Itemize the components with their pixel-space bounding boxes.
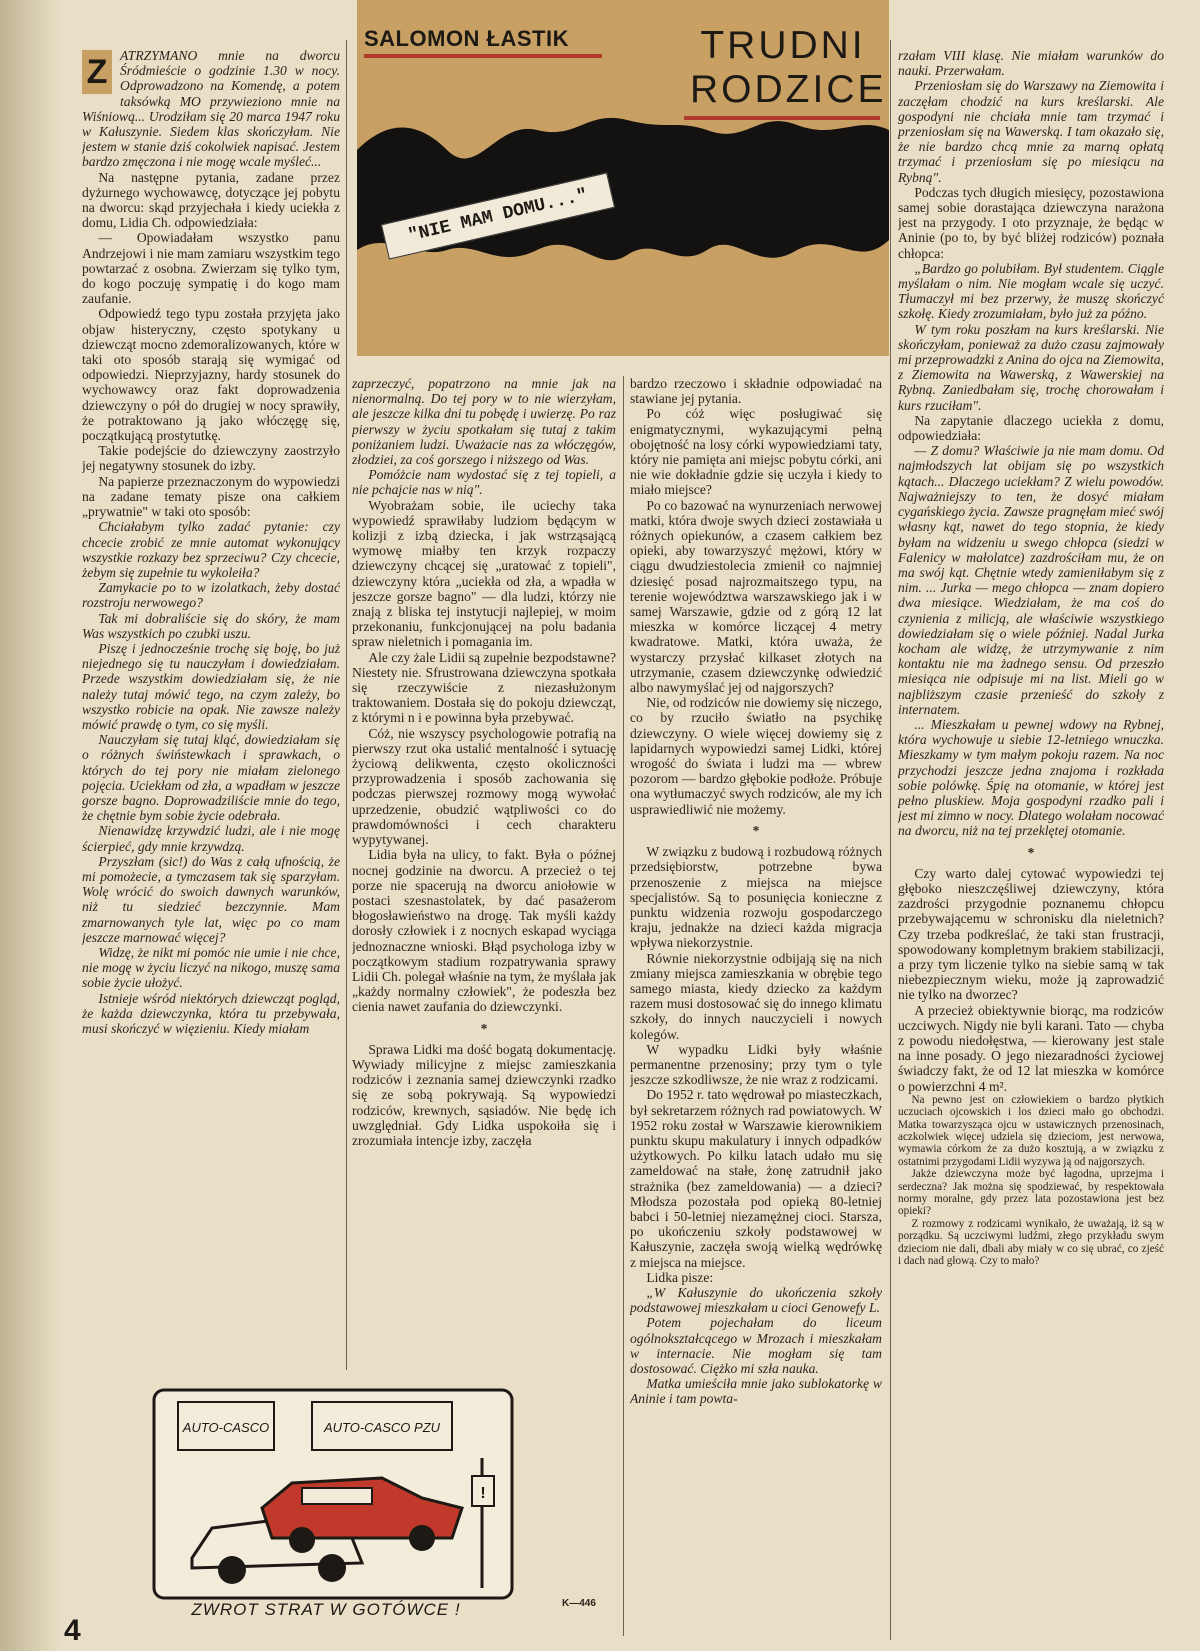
column-rule bbox=[890, 40, 891, 1640]
quote-paragraph: Matka umieściła mnie jako sublokatorkę w Aninie i tam powta- bbox=[630, 1376, 882, 1407]
paragraph: Cóż, nie wszyscy psychologowie potrafią na pierwszy rzut oka ustalić mentalność i sytuację życiową delikwenta, często okoliczności przyprowadzenia i sposób zachowania się podczas pierwszej rozmowy mogą wywołać uprzedzenie, obudzić wątpliwości co do prawdomówności i cech charakteru wypytywanej. bbox=[352, 725, 616, 848]
drop-cap: Z bbox=[82, 50, 112, 94]
paragraph: Wyobrażam sobie, ile uciechy taka wypowiedź sprawiłaby ludziom będącym w kolizji z izbą dziecka, i jak wstrząsającą wymowę miałby ten krzyk rozpaczy dziewczyny chcącej się „uratować z topieli", dziewczyny która „uciekła od zła, a wpadła w jeszcze gorsze bagno" — dla ludzi, którzy nie znają z bliska tej instytucji najlepiej, w moim przekonaniu, funkcjonującej na polu badania spraw nieletnich i pomagania im. bbox=[352, 497, 616, 650]
column-rule bbox=[623, 376, 624, 1636]
paragraph: Odpowiedź tego typu została przyjęta jako objaw histeryczny, często spotykany u dziewcząt mocno zdemoralizowanych, które w taki oto sposób starają się wymigać od odpowiedzi. Nieprzyjazny, hardy stosunek do wychowawcy oraz fakt doprowadzenia dziewczyny o pół do drugiej w nocy sprawiły, że potraktowano ją jako włóczęgę się, początkującą prostytutkę. bbox=[82, 306, 340, 444]
small-paragraph: Z rozmowy z rodzicami wynikało, że uważają, iż są w porządku. Są uczciwymi ludźmi, złego przykładu swym dzieciom nie dali, dbali aby miały w co się ubrać, co zjeść i dach nad głową. Czy to mało? bbox=[898, 1217, 1164, 1268]
quote-paragraph: Nienawidzę krzywdzić ludzi, ale i nie mogę ścierpieć, gdy mnie krzywdzą. bbox=[82, 823, 340, 854]
quote-paragraph: „W Kałuszynie do ukończenia szkoły podstawowej mieszkałam u cioci Genowefy L. bbox=[630, 1284, 882, 1316]
quote-paragraph: Pomóżcie nam wydostać się z tej topieli, a nie pchajcie nas w nią". bbox=[352, 467, 616, 498]
author-name: SALOMON ŁASTIK bbox=[364, 26, 569, 51]
road-sign-mark: ! bbox=[480, 1485, 486, 1502]
quote-paragraph: zaprzeczyć, popatrzono na mnie jak na nienormalną. Do tej pory w to nie wierzyłam, ale jeszcze kilka dni tu pobędę i uwierzę. Po raz pierwszy w życiu spotkałam się tutaj z takim poniżaniem ludzi. Uważacie nas za włóczęgów, złodziei, za coś gorszego i niższego od Was. bbox=[352, 376, 616, 468]
paragraph: Na następne pytania, zadane przez dyżurnego wychowawcę, dotyczące jej pobytu na dworcu: skąd przyjechała i kiedy uciekła z domu, Lidia Ch. odpowiedziała: bbox=[82, 169, 340, 231]
quote-paragraph: Chciałabym tylko zadać pytanie: czy chcecie zrobić ze mnie automat wykonujący wszystkie rozkazy bez sprzeciwu? Czy chcecie, żebym się zupełnie tu wykoleiła? bbox=[82, 519, 340, 580]
sign-left-text: AUTO-CASCO bbox=[182, 1420, 270, 1435]
paragraph: Po cóż więc posługiwać się enigmatycznymi, wykazującymi pełną obojętność na losy córki wypowiedziami taty, który nie pamięta ani miejsc pobytu córki, ani nie wie dokładnie gdzie się uczyła i kiedy to miało miejsce? bbox=[630, 406, 882, 498]
small-paragraph: Na pewno jest on człowiekiem o bardzo płytkich uczuciach ojcowskich i los dzieci mało go obchodzi. Matka towarzysząca ojcu w ustawicznych przenosinach, aczkolwiek więcej udziela się dzieciom, jest nerwowa, wymawia córkom że za dużo kosztują, a w związku z ostatnimi przygodami Lidii wyzywa ją od najgorszych. bbox=[898, 1093, 1164, 1168]
quote-paragraph: rzałam VIII klasę. Nie miałam warunków do nauki. Przerwałam. bbox=[898, 48, 1164, 79]
quote-paragraph: W tym roku poszłam na kurs kreślarski. Nie skończyłam, ponieważ za dużo czasu zajmowały mi przeprowadzki z Anina do ojca na Ziemowita, z Ziemowita na Wawerską, z Wawerskiej na Rybną. Zaniedbałam się, trochę chorowałam i kurs rzuciłam". bbox=[898, 321, 1164, 413]
cartoon-caption: ZWROT STRAT W GOTÓWCE ! bbox=[191, 1600, 461, 1619]
paragraph: A przecież obiektywnie biorąc, ma rodziców uczciwych. Nigdy nie byli karani. Tato — chyba z powodu niedołęstwa, — kierowany jest stale na inne posady. O jego niezaradności życiowej świadczy fakt, że od 12 lat mieszka w komórce o powierzchni 4 m². bbox=[898, 1002, 1164, 1094]
paragraph: Nie, od rodziców nie dowiemy się niczego, co by rzuciło światło na psychikę dziewczyny. O wiele więcej dowiemy się z lapidarnych wypowiedzi samej Lidki, której wrogość do świata i ludzi ma — wbrew pozorom — bardzo głębokie podłoże. Próbuje ona wytłumaczyć swych rodziców, ale my ich usprawiedliwić nie możemy. bbox=[630, 695, 882, 817]
quote-paragraph: — Z domu? Właściwie ja nie mam domu. Od najmłodszych lat obijam się po wszystkich kątach... Dlaczego uciekłam? Z wielu powodów. Najważniejszy to ten, że dosyć miałam cygańskiego życia. Zawsze pragnęłam mieć swój własny kąt, nawet do tego stopnia, że kiedy byłam na widzeniu u swego chłopca (siedzi w Falenicy w małolatce) zazdrościłam mu, że on ma swój kąt. Chętnie wtedy zamieniłabym się z nim. ... Jurka — mego chłopca — znam dopiero dwa miesiące. Wiedziałam, że ma coś do czynienia z milicją, ale właściwie wszystkiego dowiedziałam się o wiele później. Nadal Jurka kocham ale widzę, że utrzymywanie z nim kontaktu nie ma żadnego sensu. Od przeszło miesiąca nie odpisuje mi na list. Mieli go w najbliższym czasie przenieść do szkoły z internatem. bbox=[898, 443, 1164, 717]
paragraph: Sprawa Lidki ma dość bogatą dokumentację. Wywiady milicyjne z miejsc zamieszkania rodziców i zeznania samej dziewczynki rzadko się ze sobą pokrywają. Są wypowiedzi rodziców, krewnych, sąsiadów. Nie będę ich uwzględniał. Gdy Lidka uspokoiła się i zrozumiała intencje izby, zaczęła bbox=[352, 1041, 616, 1148]
quote-paragraph: „Bardzo go polubiłam. Był studentem. Ciągle myślałam o nim. Nie mogłam wcale się uczyć. Tłumaczył mi bez przerwy, że muszę skończyć szkołę. Kiedy zrozumiałam, było już za późno. bbox=[898, 260, 1164, 322]
paragraph: W wypadku Lidki były właśnie permanentne przenosiny; przy tym o tyle jeszcze szkodliwsze, że nie wraz z rodzicami. bbox=[630, 1041, 882, 1088]
paragraph: Po co bazować na wynurzeniach nerwowej matki, która dwoje swych dzieci zostawiała u różnych opiekunów, a czasem całkiem bez opieki, aby towarzyszyć mężowi, który w ciągu dwudziestolecia zmienił co najmniej dziesięć posad najrozmaitszego typu, na terenie województwa warszawskiego jak i w samej Warszawie, gdzie od z górą 12 lat mieszka w komórce liczącej 4 metry kwadratowe. Matki, która uważa, że wystarczy przysłać kilkaset złotych na utrzymanie, czasem dziewczynkę odwiedzić albo nawymyślać jej od najgorszych? bbox=[630, 497, 882, 696]
wave-graphic bbox=[357, 110, 889, 280]
title-line-2: RODZICE bbox=[690, 68, 887, 111]
paragraph: Lidia była na ulicy, to fakt. Była o późnej nocnej godzinie na dworcu. A przecież o tej porze nie spacerują na dworcu aniołowie w postaci szesnastolatek, by dać pasażerom błogosławieństwo na drogę. Tak myśli każdy dorosły człowiek i z nocnych eskapad wyciąga jednoznaczne wnioski. Błąd psychologa izby w początkowym stadium rozpatrywania sprawy Lidii Ch. polegał właśnie na tym, że myślała jak „każdy normalny człowiek", że podeszła bez cienia nawet zaufania do dziewczynki. bbox=[352, 847, 616, 1015]
paragraph: bardzo rzeczowo i składnie odpowiadać na stawiane jej pytania. bbox=[630, 376, 882, 407]
paragraph: Równie niekorzystnie odbijają się na nich zmiany miejsca zamieszkania w obrębie tego samego miasta, kiedy dziecko za każdym razem musi dostosować się do innego klimatu szkoły, do innych nauczycieli i nowych kolegów. bbox=[630, 950, 882, 1042]
article-column-1 bbox=[82, 48, 340, 1368]
small-paragraph: Jakże dziewczyna może być łagodna, uprzejma i serdeczna? Jak można się spodziewać, by respektowała normy moralne, gdy przez lata pozostawiona jest bez opieki? bbox=[898, 1168, 1164, 1218]
paragraph: Na papierze przeznaczonym do wypowiedzi na zadane tematy pisze ona całkiem „prywatnie" w taki oto sposób: bbox=[82, 473, 340, 520]
article-column-2 bbox=[352, 376, 616, 1351]
quote-paragraph: Przeniosłam się do Warszawy na Ziemowita i zaczęłam chodzić na kurs kreślarski. Ale gospodyni nie chciała mnie tam trzymać i przeniosłam się na Wawerską. I tam okazało się, że nie bardzo chcą mnie za marną opłatą trzymać i przeniosłam się po miesiącu na Rybną". bbox=[898, 78, 1164, 185]
article-title bbox=[690, 24, 887, 112]
section-separator: * bbox=[1027, 844, 1035, 860]
paragraph: — Opowiadałam wszystko panu Andrzejowi i nie mam zamiaru wszystkim tego powtarzać z osobna. Zwierzam się tylko tym, do kogo poczuję sympatię i do kogo mam zaufanie. bbox=[82, 230, 340, 307]
quote-paragraph: ... Mieszkałam u pewnej wdowy na Rybnej, która wychowuje u siebie 12-letniego wnuczka. Mieszkamy w tym małym pokoju razem. Na noc przychodzi jeszcze jedna znajoma i rozkłada sobie polówkę. Śpię na otomanie, w której jest pełno pluskiew. Moja gospodyni rzadko pali i jest mi zimno w nocy. Dlatego wolałam nocować na dworcu, niż na tej przeklętej otomanie. bbox=[898, 716, 1164, 839]
section-separator: * bbox=[752, 822, 760, 838]
quote-paragraph: Tak mi dobraliście się do skóry, że mam Was wszystkich po czubki uszu. bbox=[82, 610, 340, 641]
article-column-4 bbox=[898, 48, 1164, 1638]
quote-paragraph: Nauczyłam się tutaj kląć, dowiedziałam się o różnych świństewkach i sprawkach, o których do tej pory nie miałam zielonego pojęcia. Uciekłam od zła, a wpadłam w jeszcze gorsze bagno. Doprowadziliście mnie do tego, że chętnie bym sobie życie odebrała. bbox=[82, 732, 340, 824]
paragraph: W związku z budową i rozbudową różnych przedsiębiorstw, potrzebne bywa przenoszenie z miejsca na miejsce specjalistów. Są to posunięcia konieczne z punktu widzenia rozwoju gospodarczego kraju, jednakże na dzieci każda migracja wpływa niekorzystnie. bbox=[630, 844, 882, 951]
quote-paragraph: Przyszłam (sic!) do Was z całą ufnością, że mi pomożecie, a tymczasem tak się sparzyłam. Wolę wrócić do swoich dawnych warunków, niż tu siedzieć bezczynnie. Mam zmarnowanych tyle lat, więc po co mam jeszcze marnować więcej? bbox=[82, 853, 340, 945]
paragraph: Lidka pisze: bbox=[646, 1269, 714, 1285]
quote-paragraph: Widzę, że nikt mi pomóc nie umie i nie chce, nie mogę w życiu liczyć na nikogo, muszę sama sobie życie ułożyć. bbox=[82, 944, 340, 991]
article-column-3 bbox=[630, 376, 882, 1636]
quote-paragraph: Zamykacie po to w izolatkach, żeby dostać rozstroju nerwowego? bbox=[82, 580, 340, 611]
stamp-label: "NIE MAM DOMU..." bbox=[381, 172, 615, 259]
paragraph: Ale czy żale Lidii są zupełnie bezpodstawne? Niestety nie. Sfrustrowana dziewczyna spotkała się rzeczywiście z niezasłużonym traktowaniem. Dostała się do pokoju dziewcząt, z którymi n i e powinna była przebywać. bbox=[352, 649, 616, 726]
paragraph: Na zapytanie dlaczego uciekła z domu, odpowiedziała: bbox=[898, 412, 1164, 444]
paragraph: Do 1952 r. tato wędrował po miasteczkach, był sekretarzem różnych rad powiatowych. W 1952 roku został w Warszawie kierownikiem punktu skupu makulatury i innych odpadków użytkowych. Po kilku latach udało mu się zameldować na stałe, żonę zatrudnił jako strażnika (bez zameldowania) — a dzieci? Młodsza pozostała pod opieką 80-letniej babci i 50-letniej niezamężnej cioci. Starsza, po ukończeniu szkoły podstawowej w Kałuszynie, zaczęła swoją wielką wędrówkę z miejsca na miejsce. bbox=[630, 1087, 882, 1270]
author-underline bbox=[364, 54, 602, 58]
section-separator: * bbox=[480, 1020, 488, 1036]
title-line-1: TRUDNI bbox=[700, 24, 866, 67]
quote-paragraph: Potem pojechałam do liceum ogólnokształcącego w Mrozach i mieszkałam w internacie. Nie mogłam się tam dostosować. Ciężko mi szła nauka. bbox=[630, 1315, 882, 1376]
paragraph: ATRZYMANO mnie na dworcu Śródmieście o godzinie 1.30 w nocy. Odprowadzono na Komendę, a potem taksówką MO przywieziono mnie na Wiśniową... Urodziłam się 20 marca 1947 roku w Kałuszynie. Siedem klas skończyłam. Nie jestem w stanie dziś cokolwiek napisać. Jestem bardzo zmęczona i nie mogę wcale myśleć... bbox=[82, 48, 340, 170]
print-code: K—446 bbox=[562, 1598, 596, 1609]
quote-paragraph: Piszę i jednocześnie trochę się boję, bo już niejednego się tu nauczyłam i dowiedziałam. Przede wszystkim dowiedziałam się, że nie należy tutaj mówić tego, na czym zależy, bo wszystko robicie na opak. Nie zawsze należy mówić prawdę o tym, co się myśli. bbox=[82, 640, 340, 732]
sign-right-text: AUTO-CASCO PZU bbox=[323, 1420, 441, 1435]
column-rule bbox=[346, 40, 347, 1370]
page-number: 4 bbox=[64, 1614, 81, 1647]
paragraph: Czy warto dalej cytować wypowiedzi tej głęboko nieszczęśliwej dziewczyny, która zazdrości przygodnie poznanemu chłopcu przebywającemu w schronisku dla nieletnich? Czy trzeba podkreślać, że taki stan frustracji, spowodowany kompletnym brakiem stabilizacji, a przy tym liczenie tylko na siebie samą w tak niebezpiecznym wieku, może ją zaprowadzić nie tylko na dworzec? bbox=[898, 865, 1164, 1003]
paragraph: Takie podejście do dziewczyny zaostrzyło jej negatywny stosunek do izby. bbox=[82, 443, 340, 474]
insurance-cartoon bbox=[152, 1388, 514, 1612]
quote-paragraph: Istnieje wśród niektórych dziewcząt pogląd, że każda dziewczynka, która tu przebywała, musi skończyć w więzieniu. Kiedy miałam bbox=[82, 990, 340, 1036]
page-edge-shadow bbox=[0, 0, 60, 1651]
paragraph: Podczas tych długich miesięcy, pozostawiona samej sobie dorastająca dziewczyna narażona jest na przygody. I oto przyznaje, że będąc w Aninie (po to, by być bliżej rodziców) poznała chłopca: bbox=[898, 184, 1164, 261]
